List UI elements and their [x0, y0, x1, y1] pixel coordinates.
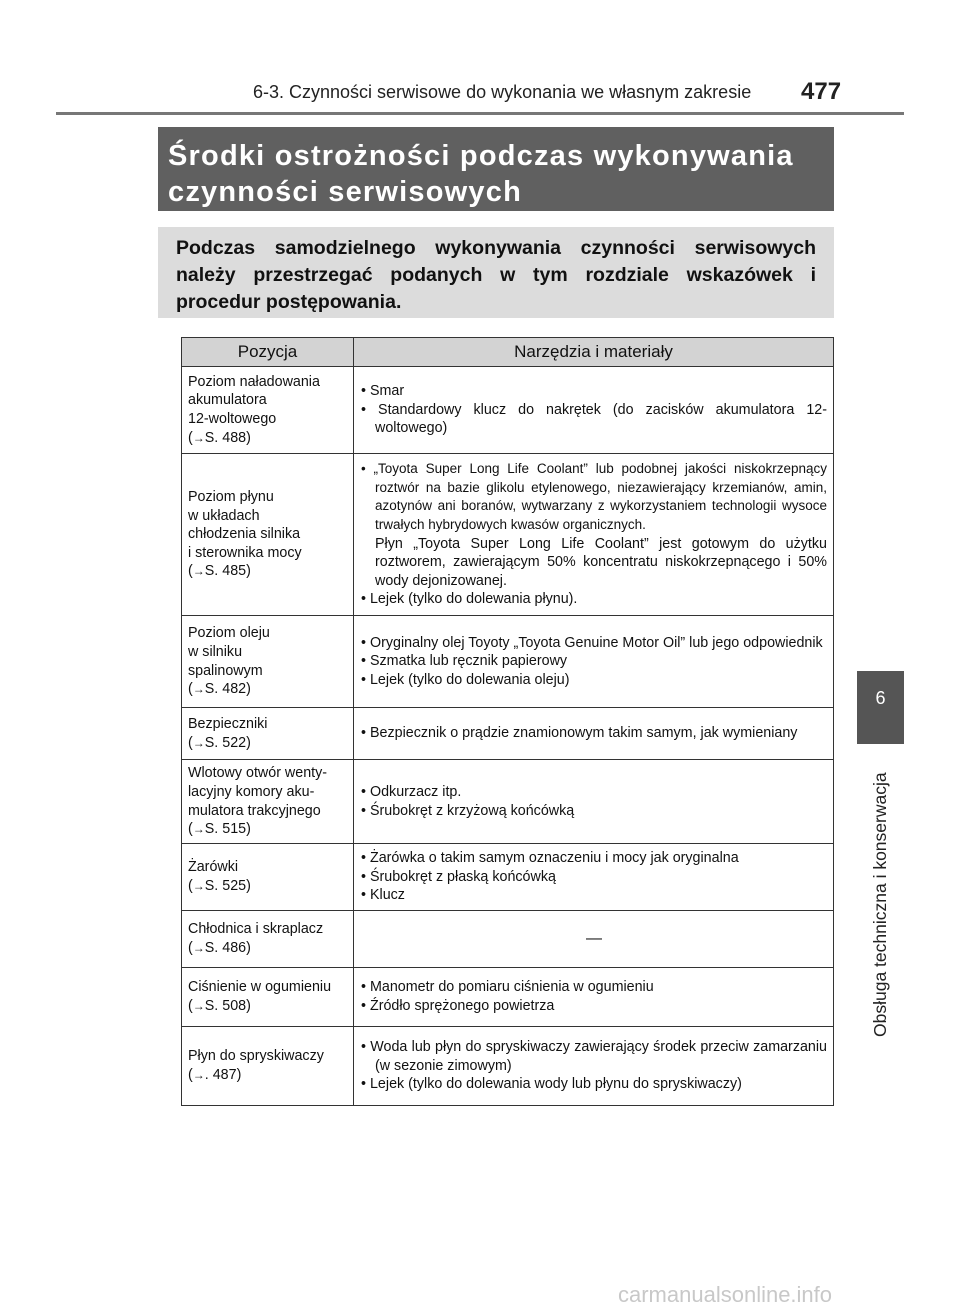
- position-line: Płyn do spryskiwaczy: [188, 1048, 324, 1065]
- table-row: [182, 911, 834, 968]
- position-line: 12-woltowego: [188, 411, 277, 427]
- list-item: • Woda lub płyn do spryskiwaczy zawierający środek przeciw zamarzaniu (w sezonie zimowym): [361, 1039, 827, 1074]
- arrow-right-icon: →: [192, 735, 205, 750]
- position-line: Wlotowy otwór wenty-: [188, 765, 328, 782]
- list-item: • Manometr do pomiaru ciśnienia w ogumieniu: [361, 979, 654, 996]
- page-reference: (→S. 485): [188, 563, 251, 580]
- position-line: Żarówki: [188, 859, 239, 876]
- position-cell: [182, 454, 354, 616]
- arrow-right-icon: →: [192, 430, 205, 445]
- position-line: i sterownika mocy: [188, 544, 302, 561]
- list-item: • Źródło sprężonego powietrza: [361, 998, 555, 1014]
- position-cell: [182, 367, 354, 454]
- list-item: • Lejek (tylko do dolewania wody lub płynu do spryskiwaczy): [361, 1076, 742, 1093]
- title-line-1: Środki ostrożności podczas wykonywania: [168, 140, 794, 172]
- list-item: • Bezpiecznik o prądzie znamionowym takim samym, jak wymieniany: [361, 725, 798, 742]
- section-title: [158, 127, 834, 211]
- list-item: • Żarówka o takim samym oznaczeniu i mocy jak oryginalna: [361, 850, 739, 867]
- arrow-right-icon: →: [192, 999, 205, 1013]
- table-row: [182, 760, 834, 844]
- position-line: Poziom oleju: [188, 625, 270, 642]
- list-item: • Smar: [361, 383, 405, 400]
- page-reference: (→S. 488): [188, 429, 251, 446]
- chapter-label: Obsługa techniczna i konserwacja: [870, 772, 890, 1037]
- coolant-note: Płyn „Toyota Super Long Life Coolant” jest gotowym do użytku roztworem, zawierającym 50% koncentratu niskokrzepnącego i 50% wody dejonizowanej.: [375, 535, 827, 589]
- table-row: [182, 968, 834, 1027]
- title-line-2: czynności serwisowych: [168, 176, 522, 208]
- list-item: • Oryginalny olej Toyoty „Toyota Genuine Motor Oil” lub jego odpowiednik: [361, 634, 823, 651]
- tools-cell: [354, 367, 834, 454]
- table-row: [182, 454, 834, 616]
- tools-cell: [354, 760, 834, 844]
- page-reference: (→S. 525): [188, 878, 251, 894]
- page-reference: (→S. 486): [188, 940, 251, 956]
- table-row: [182, 1027, 834, 1106]
- tools-cell: [354, 968, 834, 1027]
- chapter-tab: 6: [857, 671, 904, 744]
- position-cell: [182, 708, 354, 760]
- tools-cell: [354, 616, 834, 708]
- position-line: akumulatora: [188, 392, 267, 409]
- position-cell: [182, 1027, 354, 1106]
- position-line: Ciśnienie w ogumieniu: [188, 979, 332, 996]
- list-item: • Lejek (tylko do dolewania płynu).: [361, 591, 578, 608]
- header-divider: [56, 112, 904, 115]
- arrow-right-icon: →: [192, 822, 205, 837]
- position-cell: [182, 968, 354, 1027]
- position-cell: [182, 616, 354, 708]
- page-reference: (→S. 522): [188, 734, 251, 751]
- intro-text: Podczas samodzielnego wykonywania czynności serwisowych należy przestrzegać podanych w tym rozdziale wskazówek i procedur postępowania.: [176, 237, 816, 313]
- arrow-right-icon: →: [192, 682, 205, 697]
- position-line: Chłodnica i skraplacz: [188, 921, 324, 938]
- list-item: • „Toyota Super Long Life Coolant” lub podobnej jakości niskokrzepnący roztwór na bazie glikolu etylenowego, niezawierający krzemianów, amin, azotynów ani boranów, wytwarzany z wykorzystaniem technologii wysoce trwałych hybrydowych kwasów organicznych.: [361, 461, 827, 532]
- no-tools-dash: —: [586, 929, 602, 947]
- position-cell: [182, 911, 354, 968]
- table-row: [182, 616, 834, 708]
- list-item: • Klucz: [361, 887, 405, 904]
- position-cell: [182, 844, 354, 911]
- column-header-position: Pozycja: [182, 338, 354, 367]
- intro-box: [158, 227, 834, 318]
- position-line: chłodzenia silnika: [188, 526, 301, 543]
- list-item: • Lejek (tylko do dolewania oleju): [361, 671, 570, 688]
- position-line: w silniku: [188, 643, 243, 660]
- tools-cell: [354, 1027, 834, 1106]
- position-line: Poziom naładowania: [188, 373, 320, 390]
- table-row: [182, 844, 834, 911]
- section-header: 6-3. Czynności serwisowe do wykonania we własnym zakresie: [253, 82, 752, 102]
- table-row: [182, 708, 834, 760]
- position-line: Bezpieczniki: [188, 715, 268, 732]
- arrow-right-icon: →: [192, 1068, 205, 1082]
- list-item: • Śrubokręt z płaską końcówką: [361, 868, 556, 885]
- page-reference: (→S. 508): [188, 998, 251, 1014]
- table-header-row: [182, 338, 834, 367]
- arrow-right-icon: →: [192, 879, 205, 893]
- tools-cell: [354, 454, 834, 616]
- page-reference: (→. 487): [188, 1067, 242, 1083]
- table-row: [182, 367, 834, 454]
- tools-cell: [354, 844, 834, 911]
- position-line: w układach: [188, 507, 260, 524]
- page-reference: (→S. 515): [188, 821, 251, 838]
- column-header-tools: Narzędzia i materiały: [354, 338, 834, 367]
- arrow-right-icon: →: [192, 941, 205, 955]
- list-item: • Śrubokręt z krzyżową końcówką: [361, 802, 575, 819]
- maintenance-table: [181, 337, 834, 1106]
- list-item: • Odkurzacz itp.: [361, 783, 462, 800]
- list-item: • Szmatka lub ręcznik papierowy: [361, 653, 568, 670]
- arrow-right-icon: →: [192, 564, 205, 579]
- list-item: • Standardowy klucz do nakrętek (do zacisków akumulatora 12-woltowego): [361, 401, 827, 437]
- watermark: carmanualsonline.info: [618, 1282, 833, 1307]
- position-line: spalinowym: [188, 662, 263, 679]
- position-line: mulatora trakcyjnego: [188, 802, 321, 819]
- page-reference: (→S. 482): [188, 681, 251, 698]
- position-line: lacyjny komory aku-: [188, 783, 315, 800]
- position-cell: [182, 760, 354, 844]
- position-line: Poziom płynu: [188, 489, 274, 506]
- tools-cell: [354, 708, 834, 760]
- page-number: 477: [801, 78, 842, 105]
- tools-cell: [354, 911, 834, 968]
